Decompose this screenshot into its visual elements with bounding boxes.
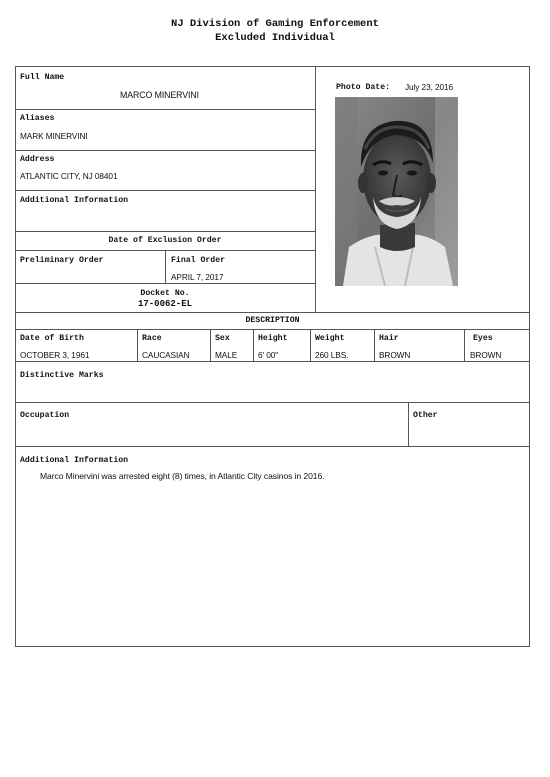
divider [15,446,530,447]
weight-value: 260 LBS. [315,350,349,360]
aliases-label: Aliases [20,114,55,123]
address-label: Address [20,155,55,164]
divider [15,361,530,362]
column-divider [464,329,465,361]
hair-column-header: Hair [379,334,399,343]
distinctive-marks-label: Distinctive Marks [20,371,104,380]
column-divider [253,329,254,361]
divider [15,329,530,330]
divider [15,402,530,403]
eyes-value: BROWN [470,350,502,360]
final-order-value: APRIL 7, 2017 [171,272,224,282]
exclusion-heading: Date of Exclusion Order [108,236,222,245]
hair-value: BROWN [379,350,411,360]
divider [15,109,315,110]
preliminary-order-label: Preliminary Order [20,256,104,265]
aliases-value: MARK MINERVINI [20,131,88,141]
divider [15,190,315,191]
dob-column-header: Date of Birth [20,334,84,343]
column-divider [137,329,138,361]
document-title: Excluded Individual [215,32,335,44]
race-column-header: Race [142,334,162,343]
full-name-label: Full Name [20,73,65,82]
full-name-value: MARCO MINERVINI [120,90,199,100]
divider [15,231,315,232]
column-divider [210,329,211,361]
photo-date-value: July 23, 2016 [405,82,454,92]
left-column-divider [315,66,316,312]
weight-column-header: Weight [315,334,345,343]
divider [15,150,315,151]
divider [15,283,315,284]
column-divider [310,329,311,361]
order-divider [165,250,166,283]
docket-label: Docket No. [140,289,190,298]
height-column-header: Height [258,334,288,343]
document-header [0,17,550,45]
race-value: CAUCASIAN [142,350,190,360]
docket-number: 17-0062-EL [137,299,192,309]
additional-info-bottom-label: Additional Information [20,456,129,465]
column-divider [374,329,375,361]
other-label: Other [413,411,438,420]
eyes-column-header: Eyes [473,334,493,343]
description-heading: DESCRIPTION [245,316,300,325]
height-value: 6' 00" [258,350,279,360]
final-order-label: Final Order [171,256,226,265]
occupation-label: Occupation [20,411,70,420]
occupation-other-divider [408,402,409,446]
address-value: ATLANTIC CITY, NJ 08401 [20,171,118,181]
agency-title: NJ Division of Gaming Enforcement [171,18,379,30]
additional-info-bottom-text: Marco Minervini was arrested eight (8) times, in Atlantic City casinos in 2016. [40,471,325,481]
divider [15,312,530,313]
individual-photo [335,97,458,286]
dob-value: OCTOBER 3, 1961 [20,350,90,360]
sex-value: MALE [215,350,238,360]
additional-info-label: Additional Information [20,196,129,205]
sex-column-header: Sex [215,334,230,343]
photo-date-label: Photo Date: [336,83,391,92]
